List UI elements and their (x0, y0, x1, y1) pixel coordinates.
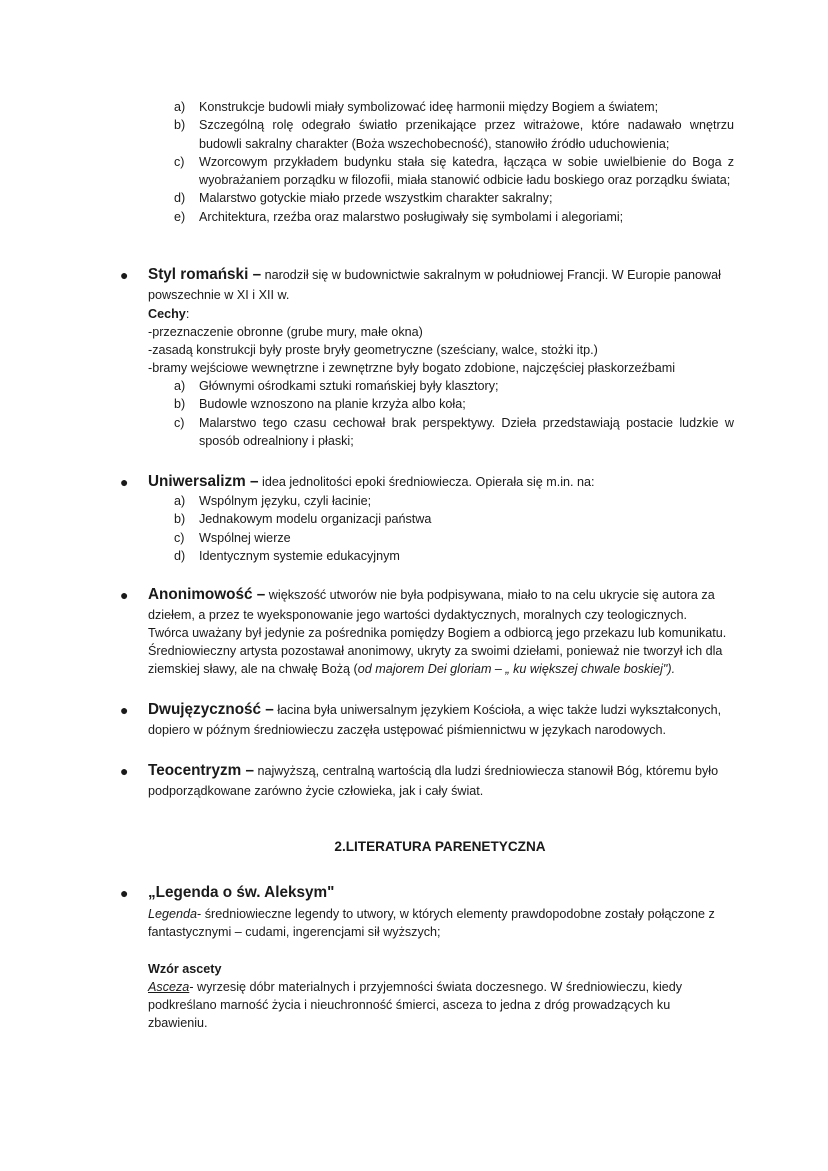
list-item (174, 510, 734, 528)
list-letter: e) (174, 209, 186, 224)
list-item (174, 492, 734, 510)
list-text: Jednakowym modelu organizacji państwa (199, 512, 432, 527)
list-item (174, 189, 734, 207)
section-heading: 2.LITERATURA PARENETYCZNA (334, 839, 546, 854)
legenda-line1: Legenda- średniowieczne legendy to utwory, w których elementy prawdopodobne zostały połączone z (148, 907, 715, 921)
list-text: Budowle wznoszono na planie krzyża albo koła; (199, 397, 466, 412)
asceza-line2: podkreślano marność życia i nieuchronność śmierci, asceza to jedna z dróg prowadzących ku (148, 998, 671, 1012)
list-text: Wspólnej wierze (199, 530, 291, 545)
list-letter: a) (174, 100, 186, 114)
list-text: Malarstwo tego czasu cechował brak perspektywy. Dzieła przedstawiają postacie ludzkie w sposób odrealniony i płaski; (199, 415, 734, 448)
anonimowosc-line2: dziełem, a przez te wyeksponowanie jego wartości dydaktycznych, moralnych czy teologicznych. (148, 608, 687, 622)
list-text: Szczególną rolę odegrało światło przenikające przez witrażowe, które nadawało wnętrzu budowli sakralny charakter (Boża wszechobecność), stanowiło źródło uduchowienia; (199, 118, 734, 151)
wzor-ascety-label: Wzór ascety (148, 962, 222, 976)
list-item (174, 414, 734, 451)
bullet-icon: ● (120, 885, 129, 901)
list-letter: b) (174, 118, 186, 133)
list-letter: a) (174, 494, 186, 508)
asceza-line1: Asceza- wyrzesię dóbr materialnych i przyjemności świata doczesnego. W średniowieczu, kiedy (148, 980, 683, 994)
romanski-title: Styl romański – (148, 266, 262, 283)
legenda-title: „Legenda o św. Aleksym" (148, 884, 335, 901)
list-text: Konstrukcje budowli miały symbolizować ideę harmonii między Bogiem a światem; (199, 100, 659, 114)
dwujezycznosc-line2: dopiero w późnym średniowieczu zaczęła ustępować piśmiennictwu w językach narodowych. (148, 723, 666, 737)
list-item (174, 377, 734, 395)
bullet-icon: ● (120, 474, 129, 490)
list-text: Wzorcowym przykładem budynku stała się katedra, łącząca w sobie uwielbienie do Boga z wyobrażaniem porządku w filozofii, miała stanowić odbicie ładu boskiego oraz porządku świata; (199, 154, 734, 188)
list-letter: d) (174, 191, 186, 206)
dwujezycznosc-line1: Dwujęzyczność – łacina była uniwersalnym językiem Kościoła, a więc także ludzi wykształconych, (148, 701, 722, 718)
list-letter: c) (174, 415, 185, 430)
cecha-item: -bramy wejściowe wewnętrzne i zewnętrzne były bogato zdobione, najczęściej płaskorzeźbami (148, 361, 676, 375)
list-item (174, 208, 734, 226)
list-letter: d) (174, 548, 186, 563)
dwujezycznosc-title: Dwujęzyczność – (148, 701, 274, 718)
teocentryzm-title: Teocentryzm – (148, 762, 254, 779)
anonimowosc-line1: Anonimowość – większość utworów nie była podpisywana, miało to na celu ukrycie się autora za (148, 586, 715, 603)
anonimowosc-title: Anonimowość – (148, 586, 266, 603)
list-letter: b) (174, 397, 186, 412)
bullet-icon: ● (120, 702, 129, 718)
list-text: Architektura, rzeźba oraz malarstwo posługiwały się symbolami i alegoriami; (199, 209, 624, 224)
list-item (174, 153, 734, 190)
teocentryzm-line2: podporządkowane zarówno życie człowieka, jak i cały świat. (148, 784, 484, 798)
list-text: Identycznym systemie edukacyjnym (199, 548, 400, 563)
list-item (174, 116, 734, 153)
cecha-item: -zasadą konstrukcji były proste bryły geometryczne (sześciany, walce, stożki itp.) (148, 343, 598, 357)
anonimowosc-line5: ziemskiej sławy, ale na chwałę Bożą (od majorem Dei gloriam – „ ku większej chwale boskiej"). (148, 662, 676, 676)
uniwersalizm-line1: Uniwersalizm – idea jednolitości epoki średniowiecza. Opierała się m.in. na: (148, 473, 595, 490)
bullet-icon: ● (120, 763, 129, 779)
list-item (174, 98, 734, 116)
list-item (174, 395, 734, 413)
list-text: Malarstwo gotyckie miało przede wszystkim charakter sakralny; (199, 191, 553, 206)
uniwersalizm-title: Uniwersalizm – (148, 473, 259, 490)
romanski-line1: Styl romański – narodził się w budownictwie sakralnym w południowej Francji. W Europie panował (148, 266, 721, 283)
anonimowosc-line4: Średniowieczny artysta pozostawał anonimowy, ukryty za swoimi dziełami, ponieważ nie tworzył ich dla (148, 644, 723, 658)
list-letter: a) (174, 379, 186, 393)
list-letter: c) (174, 154, 185, 169)
cechy-label: Cechy: (148, 307, 190, 321)
list-text: Wspólnym języku, czyli łacinie; (199, 494, 372, 508)
gothic-features-list (174, 98, 734, 226)
list-text: Głównymi ośrodkami sztuki romańskiej były klasztory; (199, 379, 499, 393)
romanski-list (174, 377, 734, 450)
legenda-line2: fantastycznymi – cudami, ingerencjami sił wyższych; (148, 925, 441, 939)
asceza-line3: zbawieniu. (148, 1016, 208, 1030)
bullet-icon: ● (120, 267, 129, 283)
list-letter: b) (174, 512, 186, 527)
list-letter: c) (174, 530, 185, 545)
romanski-line2: powszechnie w XI i XII w. (148, 288, 290, 302)
list-item (174, 529, 734, 547)
bullet-icon: ● (120, 587, 129, 603)
anonimowosc-line3: Twórca uważany był jedynie za pośrednika pomiędzy Bogiem a odbiorcą jego przekazu lub komunikatu. (148, 626, 727, 640)
uniwersalizm-list (174, 492, 734, 565)
teocentryzm-line1: Teocentryzm – najwyższą, centralną wartością dla ludzi średniowiecza stanowił Bóg, któremu było (148, 762, 719, 779)
list-item (174, 547, 734, 565)
cecha-item: -przeznaczenie obronne (grube mury, małe okna) (148, 325, 423, 339)
